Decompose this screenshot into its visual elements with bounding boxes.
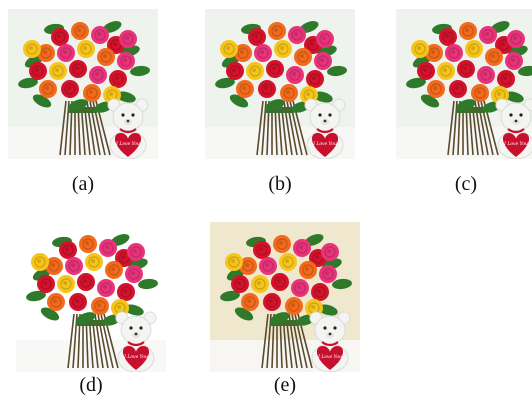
panel-c xyxy=(396,9,532,195)
caption-e: (e) xyxy=(273,374,297,396)
caption-d: (d) xyxy=(79,374,103,396)
panel-b xyxy=(205,9,355,195)
svg-text:I Love You: I Love You xyxy=(116,142,140,147)
bouquet-photo xyxy=(205,9,355,159)
panel-e xyxy=(210,222,360,396)
svg-text:I Love You: I Love You xyxy=(313,142,337,147)
bouquet-photo xyxy=(8,9,158,159)
svg-text:I Love You: I Love You xyxy=(124,355,148,360)
caption-b: (b) xyxy=(268,173,292,195)
svg-text:I Love You: I Love You xyxy=(504,142,528,147)
panel-d xyxy=(16,222,166,396)
panel-a xyxy=(8,9,158,195)
caption-a: (a) xyxy=(71,173,95,195)
bouquet-photo xyxy=(16,222,166,372)
bouquet-photo xyxy=(396,9,532,159)
caption-c: (c) xyxy=(454,173,478,195)
svg-text:I Love You: I Love You xyxy=(318,355,342,360)
bouquet-photo xyxy=(210,222,360,372)
